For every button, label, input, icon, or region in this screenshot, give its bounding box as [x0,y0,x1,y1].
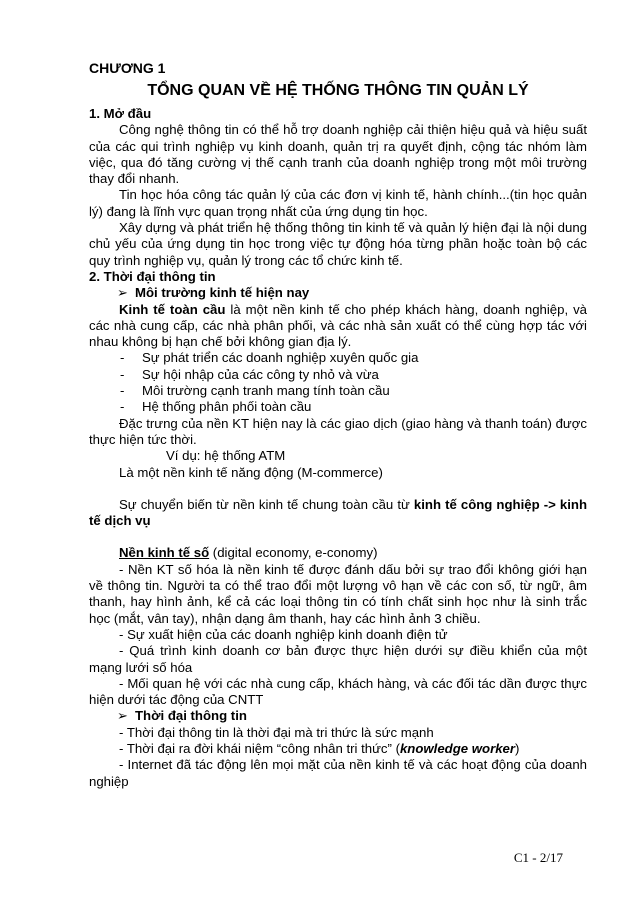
paragraph-transition [89,497,587,530]
info-point-text: Internet đã tác động lên mọi mặt của nền kinh tế và các hoạt động của doanh nghiệp [89,757,587,789]
bullet-economy [89,285,587,301]
info-point-close: ) [515,740,520,756]
global-economy-text: là một nền kinh tế cho phép khách hàng, doanh nghiệp, và các nhà cung cấp, các nhà phân phối, và các nhà sản xuất có thể cùng hợp tác với nhau không bị hạn chế bởi không gian địa lý. [89,301,588,350]
list-item: - Hệ thống phân phối toàn cầu [120,399,312,415]
arrow-bullet-icon: ➢ [117,708,129,724]
bullet-economy-label: Môi trường kinh tế hiện nay [135,285,310,301]
digital-point: - Mối quan hệ với các nhà cung cấp, khách hàng, và các đối tác dần được thực hiện dưới tác động của CNTT [89,675,587,708]
digital-point-text: Mối quan hệ với các nhà cung cấp, khách hàng, và các đối tác dần được thực hiện dưới tác động của CNTT [89,675,587,708]
term-digital-economy: Nền kinh tế số [119,545,210,561]
section-2-heading: 2. Thời đại thông tin [89,268,216,284]
list-item-text: Hệ thống phân phối toàn cầu [142,399,312,415]
paragraph-intro-1: Công nghệ thông tin có thể hỗ trợ doanh nghiệp cải thiện hiệu quả và hiệu suất của các qui trình nghiệp vụ kinh doanh, quản trị ra quyết định, cộng tác nhóm làm việc, qua đó tăng cường vị thế cạnh tranh của doanh nghiệp trong một môi trường thay đổi nhanh. [89,122,587,187]
info-point: - Thời đại thông tin là thời đại mà tri thức là sức mạnh [119,724,434,740]
arrow-bullet-icon: ➢ [117,285,129,301]
info-point: - Internet đã tác động lên mọi mặt của nền kinh tế và các hoạt động của doanh nghiệp [89,757,587,789]
paragraph-intro-2: Tin học hóa công tác quản lý của các đơn vị kinh tế, hành chính...(tin học quản lý) đang là lĩnh vực quan trọng nhất của ứng dụng tin học. [89,187,587,219]
bullet-information-age-label: Thời đại thông tin [135,708,247,724]
list-item-text: Môi trường cạnh tranh mang tính toàn cầu [142,383,390,399]
list-item-text: Sự phát triển các doanh nghiệp xuyên quốc gia [142,350,419,366]
paragraph-digital-economy [89,545,587,561]
paragraph-intro-3: Xây dựng và phát triển hệ thống thông tin kinh tế và quản lý hiện đại là nội dung chủ yếu của ứng dụng tin học trong việc tự động hóa từng phần hoặc toàn bộ các quy trình nghiệp vụ, quản lý trong các tổ chức kinh tế. [89,220,587,268]
digital-point: - Sự xuất hiện của các doanh nghiệp kinh doanh điện tử [119,626,448,642]
info-point-text: Thời đại ra đời khái niệm “công nhân tri thức” ( [126,740,400,756]
term-knowledge-worker: knowledge worker [399,740,516,756]
digital-point-text: Quá trình kinh doanh cơ bản được thực hiện dưới sự điều khiển của một mạng lưới số hóa [89,643,587,675]
digital-point-text: Sự xuất hiện của các doanh nghiệp kinh doanh điện tử [127,626,448,642]
list-item-text: Sự hội nhập của các công ty nhỏ và vừa [142,366,379,382]
info-point: - Thời đại ra đời khái niệm “công nhân tri thức” (knowledge worker) [119,740,520,756]
transition-text: Sự chuyển biến từ nền kinh tế chung toàn cầu từ [119,496,414,512]
chapter-label: CHƯƠNG 1 [89,60,166,76]
section-1-heading: 1. Mở đầu [89,106,152,121]
bullet-information-age [89,708,587,724]
page-number: C1 - 2/17 [513,850,563,865]
digital-point: - Nền KT số hóa là nền kinh tế được đánh dấu bởi sự trao đổi không giới hạn về thông tin. Người ta có thể trao đổi một lượng vô hạn về các con số, từ ngữ, âm thanh, hay hình ảnh, kể cả các loại thông tin có tính chất sinh học như là sinh trắc học (mắt, vân tay), nhận dạng âm thanh, hay các hình ảnh 3 chiều. [89,561,588,626]
list-item: - Sự phát triển các doanh nghiệp xuyên quốc gia [120,350,419,366]
paragraph-feature: Đặc trưng của nền KT hiện nay là các giao dịch (giao hàng và thanh toán) được thực hiện tức thời. [89,415,587,447]
chapter-title: TỔNG QUAN VỀ HỆ THỐNG THÔNG TIN QUẢN LÝ [147,82,529,99]
term-global-economy: Kinh tế toàn cầu [119,301,226,317]
list-item: - Môi trường cạnh tranh mang tính toàn cầu [120,383,390,399]
digital-point: - Quá trình kinh doanh cơ bản được thực hiện dưới sự điều khiển của một mạng lưới số hóa [89,643,587,675]
list-item: - Sự hội nhập của các công ty nhỏ và vừa [120,366,379,382]
paragraph-dynamic: Là một nền kinh tế năng động (M-commerce) [119,464,383,480]
page-content [89,60,587,790]
paragraph-global-economy [89,302,587,351]
example-line: Ví dụ: hệ thống ATM [166,448,286,464]
transition-bold: kinh tế công nghiệp -> kinh tế dịch vụ [89,496,587,529]
digital-economy-text: (digital economy, e-conomy) [209,545,378,561]
digital-point-text: Nền KT số hóa là nền kinh tế được đánh dấu bởi sự trao đổi không giới hạn về thông tin. Người ta có thể trao đổi một lượng vô hạn về các con số, từ ngữ, âm thanh, hay hình ảnh, kể cả các loại thông tin có tính chất sinh học như là sinh trắc học (mắt, vân tay), nhận dạng âm thanh, hay các hình ảnh 3 chiều. [89,561,588,626]
info-point-text: Thời đại thông tin là thời đại mà tri thức là sức mạnh [126,724,434,740]
